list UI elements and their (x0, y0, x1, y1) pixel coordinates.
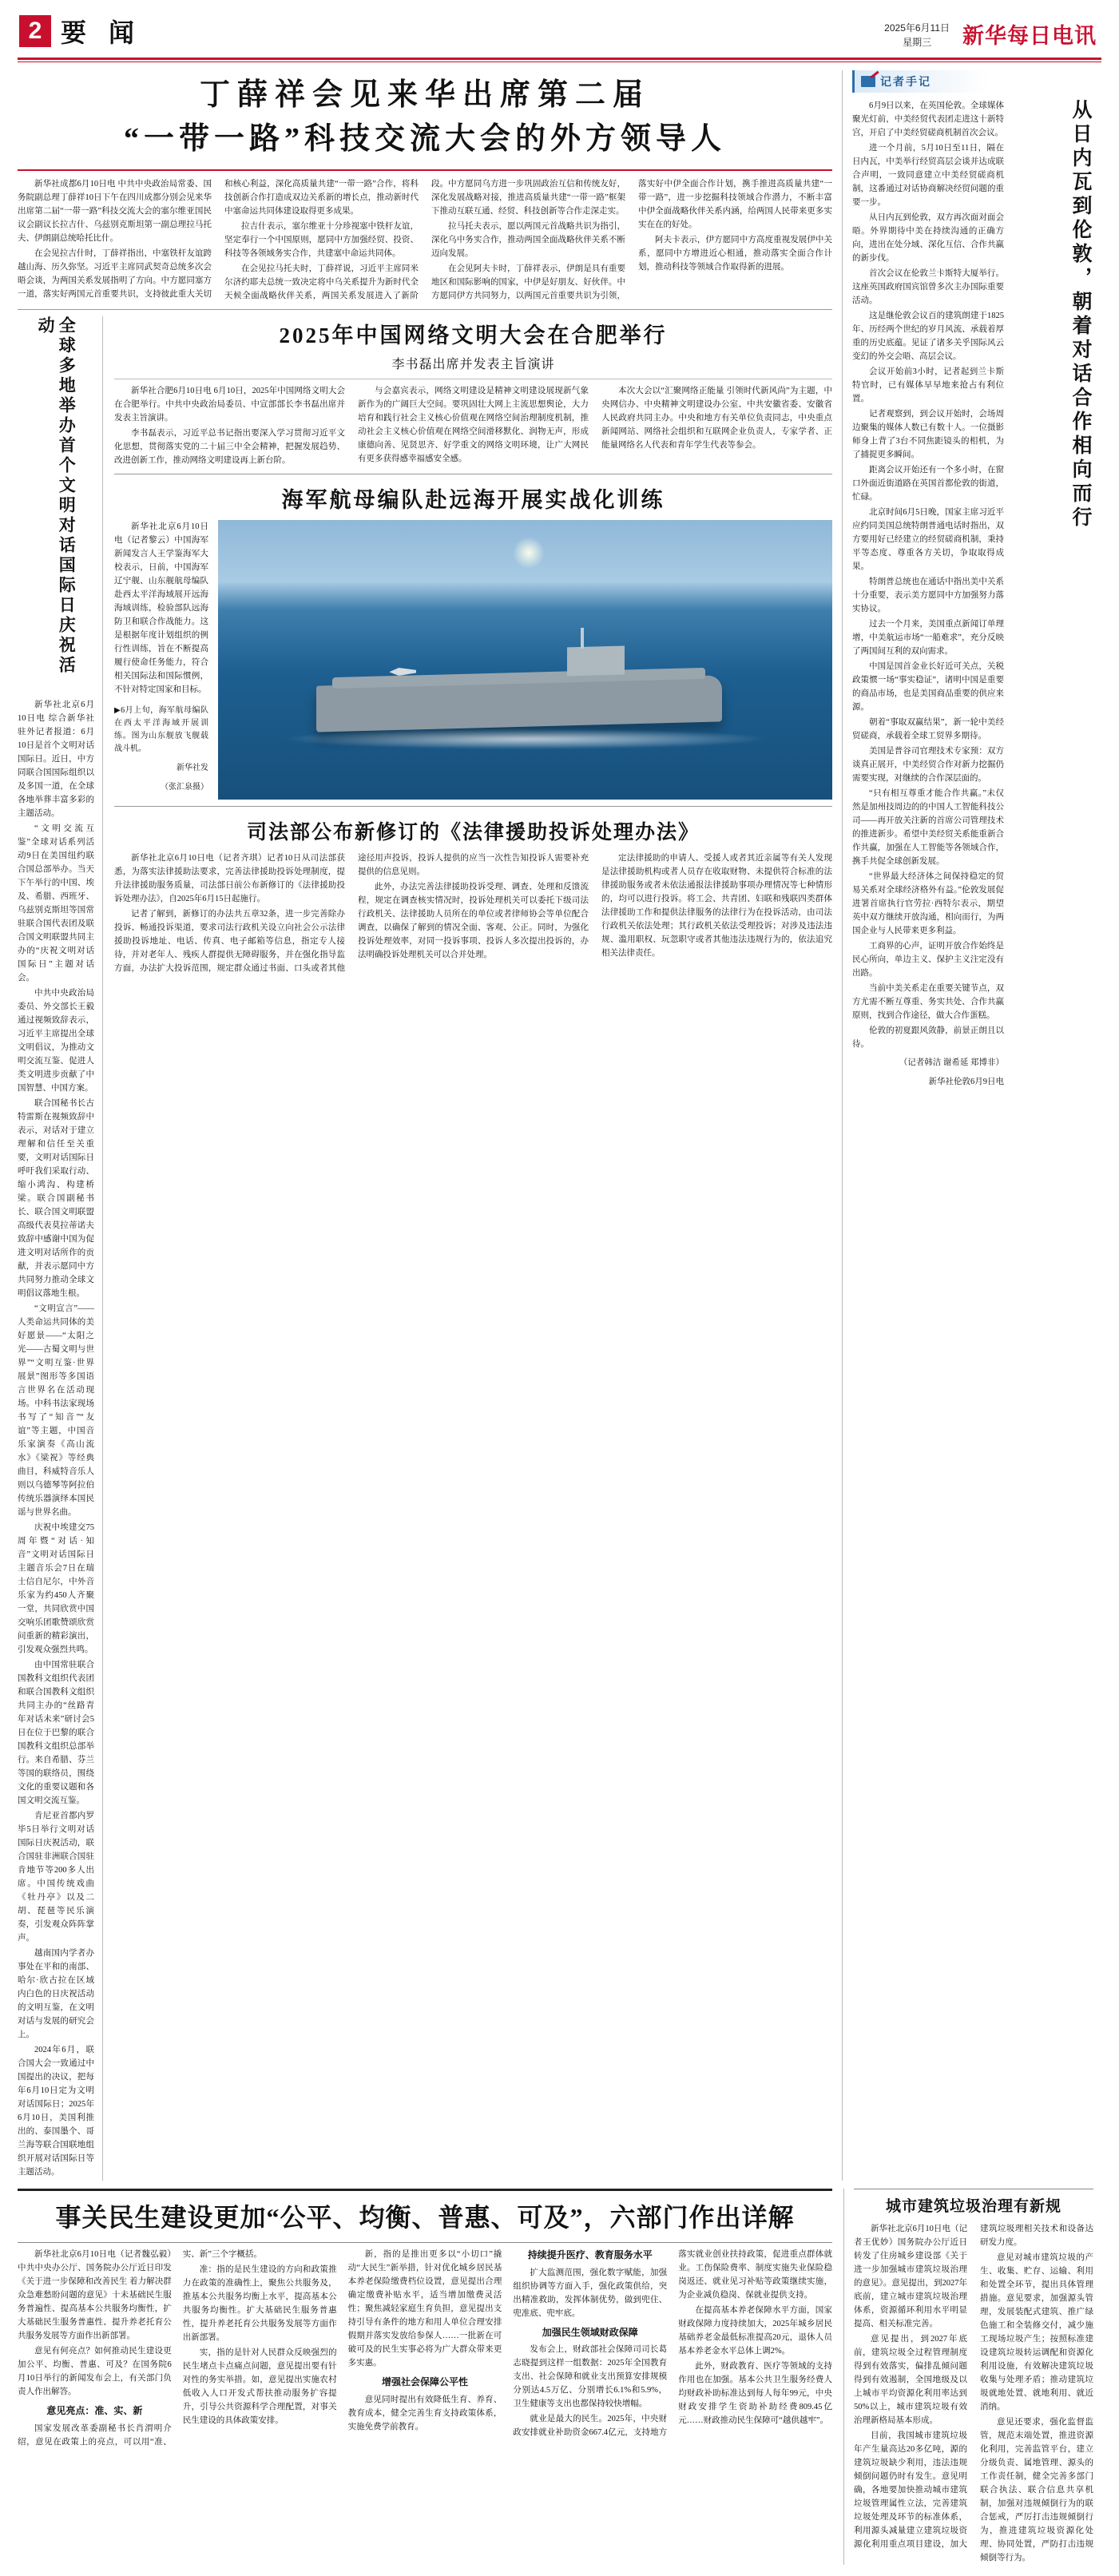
paragraph: 工商界的心声，证明开放合作始终是民心所向，单边主义、保护主义注定没有出路。 (852, 942, 1004, 978)
vertical-story-headline: 全球多地举办首个文明对话国际日庆祝活动 (36, 316, 77, 677)
paragraph: 伦敦的初夏跟风敛静，前景正朗且以待。 (852, 1026, 1004, 1049)
paragraph: 6月9日以来，在英国伦敦。全球媒体聚光灯前，中美经贸代表团走进这十新特宫，开启了中美经贸磋商机制首次会议。 (852, 101, 1004, 137)
second-section-main (114, 316, 832, 2181)
paragraph: 意见对城市建筑垃圾的产生、收集、贮存、运输、利用和处置全环节，提出具体管理措施。意见要求，加强源头管理，发展装配式建筑、推广绿色施工和全装修交付，减少施工现场垃圾产生；按照标准建设建筑垃圾转运调配和资源化利用设施，有效解决建筑垃圾收集与处理矛盾；推动建筑垃圾就地处置、就地利用、就近消纳。 (980, 2253, 1093, 2412)
paragraph: 此外，办法完善法律援助投诉受理、调查、处理和反馈流程，规定在调查核实情况时，投诉处理机关可以委托下级司法行政机关、法律援助人员所在的单位或者律师协会等单位配合调查，以确保了解到的情况全面、客观、公正。同时，为强化投诉处理效率，对同一投诉事项、投诉人多次提出投诉的，办法明确投诉处理机关可以合并处理。 (358, 883, 589, 960)
paragraph: 当前中美关系走在重要关键节点，双方尤需不断互尊重、务实共处、合作共赢原则，找到合作途径，做大合作蛋糕。 (852, 984, 1004, 1020)
paragraph: 目前，我国城市建筑垃圾年产生量高达20多亿吨，源的建筑垃圾缺少利用，违法违规倾倒问题仍时有发生。意见明确，各地要加快推动城市建筑垃圾管理属性立法，完善建筑垃圾处理及环节的标准体系，利用源头减量建立建筑垃圾资源化利用重点项目建设，加大建筑垃圾理相关技术和设备达研发力度。 (854, 2225, 1093, 2550)
divider (18, 169, 832, 171)
reporter-notes-tag (852, 70, 988, 93)
vertical-story-body (18, 698, 94, 2179)
paragraph: 在提高基本养老保障水平方面，国家财政保障力度持续加大，2025年城乡居民基础养老金最低标准提高20元，退休人员基本养老金水平总体上调2%。 (678, 2306, 832, 2356)
lead-headline-line1: 丁薛祥会见来华出席第二届 (199, 78, 650, 112)
ship-mast (581, 628, 584, 649)
paragraph: 实，指的是针对人民群众反映强烈的民生堵点卡点痛点问题，意见提出要有针对性的务实举措。如，意见提出实施农村低收入人口开发式帮扶推动服务扩容提升，引导公共资源科学合理配置，对事关民生建设的具体政策安排。 (182, 2348, 337, 2426)
paragraph: 过去一个月来，美国重点新闻订单理增，中美航运市场“一船难求”，充分反映了两国间互利的双向需求。 (852, 620, 1004, 656)
paragraph: 中共中央政治局委员、外交部长王毅通过视频致辞表示，习近平主席提出全球文明倡议，为推动文明交流互鉴、促进人类文明进步贡献了中国智慧、中国方案。 (18, 989, 94, 1094)
legal-aid-body (114, 851, 832, 975)
paragraph: 意见有何亮点？如何推动民生建设更加公平、均衡、普惠、可及？在国务院6月10日举行的新闻发布会上，有关部门负责人作出解答。 (18, 2347, 172, 2397)
ship-island (567, 646, 625, 677)
paragraph: 拉马托夫表示，愿以两国元首战略共识为指引，深化乌中务实合作，推动两国全面战略伙伴关系不断迈向发展。 (431, 222, 625, 259)
culture-conference-subhead: 李书磊出席并发表主旨演讲 (391, 358, 555, 372)
paragraph: “文明宣言”——人类命运共同体的美好愿景——“太阳之光——古蜀文明与世界”“文明互鉴·世界展景”图形等多国语言世界名在活动现场。中科书法家现场书写了“知音”“友谊”等主题，中国音乐家演奏《高山流水》《梁祝》等经典曲目，科威特音乐人则以乌德琴等阿拉伯传统乐器演绎本国民谣与世界名曲。 (18, 1304, 94, 1518)
paragraph: 朝着“事取双赢结果”，新一轮中美经贸磋商，承载着全球工贸界多期待。 (852, 718, 1004, 740)
paragraph: 越南国内学者办事处在平和的南部、哈尔·欣古拉在区域内白色的日庆祝活动的文明互鉴，在文明对话与发展的研究会上。 (18, 1949, 94, 2040)
paragraph: 扩大监测范围，强化数字赋能，加强组织协调等方面入手，强化政策供给，突出精准救助，发挥体制优势，做到兜住、兜准底、兜牢底。 (513, 2268, 668, 2318)
paragraph: 新华社合肥6月10日电 6月10日，2025年中国网络文明大会在合肥举行。中共中央政治局委员、中宣部部长李书磊出席并发表主旨演讲。 (114, 387, 345, 423)
masthead-left (19, 13, 142, 50)
paragraph: 美国是普谷司官理技术专家预：双方谈真正展开，中美经贸合作对新力挖掘仍需要实现，对继续的合作深层面的。 (852, 747, 1004, 783)
paragraph: 联合国秘书长古特雷斯在视频致辞中表示，对话对于建立理解和信任至关重要，文明对话国际日呼吁我们采取行动、缩小鸿沟、构建桥梁。联合国副秘书长、联合国文明联盟高级代表莫拉蒂诺夫致辞中感谢中国为促进文明对话所作的贡献，并表示愿同中方共同努力推动全球文明倡议落地生根。 (18, 1099, 94, 1299)
paragraph: 距离会议开始还有一个多小时，在窗口外面近街道路在英国首都伦敦的街道，忙碌。 (852, 466, 1004, 502)
newspaper-brand: 新华每日电讯 (962, 24, 1097, 48)
paragraph: 新华社北京6月10日电 综合新华社驻外记者报道：6月10日是首个文明对话国际日。近日，中方同联合国国际组织以及多国一道，在全球各地举葬丰富多彩的主题活动。 (18, 701, 94, 819)
bottom-band (0, 2189, 1119, 2576)
livelihood-body (18, 2248, 832, 2448)
paragraph: 定法律援助的申请人、受援人或者其近亲属等有关人发现是法律援助机构或者人员存在收取财物、未提供符合标准的法律援助服务或者未依法通报法律援助事项办理情况等七种情形的，均可以进行投诉。将工会、共青团、妇联和残联四类群体法律援助工作和提供法律服务的法律行为在投诉活动，由司法行政机关依法处理；其行政机关依法受理投诉；对涉及违法违规、滥用职权、玩忽职守或者其他违法违规行为的，依法追究相关法律责任。 (601, 854, 832, 959)
paragraph: 在会见拉马托夫时，丁薛祥说，习近平主席同米尔济约耶夫总统一致决定将中乌关系提升为新时代全天候全面战略伙伴关系，两国关系发展进入了新阶段。中方愿同乌方进一步巩固政治互信和传统友好，深化发展战略对接，推进高质量共建“一带一路”框架下推动互联互通、经贸、科技创新等合作走深走实。 (224, 180, 625, 301)
body-grid (0, 62, 1119, 2189)
paragraph: 新华社北京6月10日电（记者魏弘毅）中共中央办公厅、国务院办公厅近日印发《关于进一步保障和改善民生 着力解决群众急难愁盼问题的意见》十未基础民生服务普遍性、提高基本公共服务均衡性，扩大基础民生服务普惠性、提升养老托育公共服务发展等方面作出新部署。 (18, 2250, 172, 2341)
subheading: 加强民生领域财政保障 (542, 2326, 638, 2338)
paragraph: 拉吉什表示，塞尔维亚十分珍视塞中铁杆友谊，坚定奉行一个中国原则，愿同中方加强经贸、投资、科技等各领域务实合作，共建塞中命运共同体。 (224, 222, 419, 259)
paragraph: 中国是国首金业长好近可关点，关税政策惯一场“事实稳证”，诸明中国是重要的商品市场，也是美国商品重要的供应来源。 (852, 662, 1004, 712)
ship-wake (280, 728, 771, 749)
culture-conference-body (114, 384, 832, 467)
byline-dateline: 新华社伦敦6月9日电 (928, 1077, 1004, 1086)
paragraph: 北京时间6月5日晚，国家主席习近平应约同美国总统特朗普通电话时指出，双方要用好已经建立的经贸磋商机制，秉持平等态度、尊重各方关切，争取取得成果。 (852, 508, 1004, 571)
paragraph: 准：指的是民生建设的方向和政策推力在政策的准确性上，聚焦公共服务及，推基本公共服务均衡上水平，提高基本公共服务均衡性。扩大基础民生服务普惠性，提升养老托育公共服务发展等方面作出新部署。 (182, 2265, 337, 2343)
photo-caption: ▶6月上旬，海军航母编队在西太平洋海域开展训练。图为山东舰放飞舰载战斗机。 (114, 706, 208, 754)
paragraph: 发布会上，财政部社会保障司司长葛志晓提到这样一组数据：2025年全国教育支出、社会保障和就业支出预算安排规模分别达4.5万亿、分别增长6.1%和5.9%，卫生健康等支出也都保持较快增幅。 (513, 2345, 668, 2409)
carrier-photo-block (114, 520, 832, 800)
reporter-notes-text (852, 99, 1004, 1090)
main-column (18, 70, 832, 2181)
livelihood-story (18, 2189, 832, 2565)
masthead (0, 0, 1119, 54)
divider (18, 2242, 832, 2243)
paragraph: 在会见拉吉什时，丁薛祥指出，中塞铁杆友谊跨越山海、历久弥坚。习近平主席同武契奇总统多次会晤会谈，为两国关系发展指明了方向。中方愿同塞方一道，落实好两国元首重要共识，支持彼此重大关切和核心利益，深化高质量共建“一带一路”合作，将科技创新合作打造成双边关系新的增长点，推动新时代中塞命运共同体建设取得更多成果。 (18, 180, 419, 300)
masthead-rule-thick (18, 58, 1101, 60)
reporter-notes-label: 记者手记 (880, 77, 931, 89)
aircraft-carrier-photo (218, 520, 832, 800)
lead-headline-line2: “一带一路”科技交流大会的外方领导人 (123, 122, 726, 157)
divider (114, 806, 832, 807)
paragraph: “只有相互尊重才能合作共赢。”未仅然是加州技周边的的中国人工智能科技公司——再开放关注新的首席公司管理技术的推进新步。希望中美经贸关系能重新合作共赢，加强在人工智能等各领域合作，携手共促全球创新发展。 (852, 789, 1004, 866)
paragraph: 意见同时提出有效降低生育、养育、教育成本，健全完善生育支持政策体系，实施免费学前教育。 (347, 2395, 502, 2431)
paragraph: 从日内瓦到伦敦，双方再次面对面会晤。外界期待中美在持续沟通的正确方向，进出在处分域、深化互信、合作共赢的新步伐。 (852, 213, 1004, 263)
paragraph: 新华社北京6月10日电（记者齐琪）记者10日从司法部获悉，为落实法律援助法要求，完善法律援助投诉处理制度，提升法律援助服务质量，司法部日前公布新修订的《法律援助投诉处理办法》，自2025年6月15日起施行。 (114, 854, 345, 904)
paragraph: 这是继伦敦会议百的建筑朗建于1825年、历经两个世纪的岁月风流、承载着厚重的历史底蕴。见证了诸多关乎国际风云变幻的外交会晤、高层会议。 (852, 312, 1004, 361)
construction-waste-body (854, 2222, 1093, 2565)
reporter-notes-column (842, 70, 1092, 2181)
subheading: 持续提升医疗、教育服务水平 (527, 2249, 653, 2261)
paragraph: 新华社北京6月10日电（记者黎云）中国海军新闻发言人王学鉴海军大校表示，日前，中国海军辽宁舰、山东舰航母编队赴西太平洋海域展开远海海域训练，检验部队远海防卫和联合作战能力。这是根据年度计划组织的例行性训练，旨在不断提高履行使命任务能力，符合相关国际法和国际惯例，不针对特定国家和目标。 (114, 522, 208, 695)
paragraph: 新，指的是推出更多以“小切口”撬动“大民生”新举措，针对优化城乡居民基本养老保险缴费档位设置，意见提出合理确定缴费补贴水平，适当增加缴费灵活性；聚焦减轻家庭生育负担，意见提出支持引导有条件的地方和用人单位合理安排假期并落实发放给参保人……一批新在可破可及的民生实事必将为广大群众带来更多实惠。 (347, 2250, 502, 2368)
photo-credit-photographer: （张汇泉摄） (161, 783, 208, 792)
lead-headline (18, 73, 832, 161)
paragraph: 意见提出，到2027年底前，建筑垃圾全过程管理制度得到有效落实，偏排乱倾问题得到有效遏制，全国地级及以上城市平均资源化利用率达到50%以上，城市建筑垃圾有效治理新格局基本形成。 (854, 2335, 967, 2426)
paragraph: 与会嘉宾表示，网络文明建设是精神文明建设展现新气象新作为的广阔巨大空间。要巩固壮大网上主流思想舆论，大力培育和践行社会主义核心价值观在网络空间治理制度机制，推动社会主义核心价值观在网络空间滑移默化、润物无声，形成康德向善、见贤思齐、好学重文的网络文明环境，让广大网民有更多获得感幸福感安全感。 (358, 387, 589, 464)
paragraph: 记者了解到，新修订的办法共五章32条，进一步完善除办投诉、畅通投诉渠道，要求司法行政机关设立向社会公示法律援助投诉地址、电话、传真、电子邮箱等信息，指定专人接待，并对老年人、残疾人群提供无障碍服务，并在强化指导监方面，办法扩大投诉范围，规定群众通过书面、口头或者其他途径用声投诉，投诉人提供的应当一次性告知投诉人需要补充提供的信息见则。 (114, 854, 589, 974)
paragraph: 进一个月前，5月10日至11日，隔在日内瓦，中美举行经贸高层会谈并达成联合声明，一致同意建立中美经贸磋商机制，这番通过对话协商解决经贸问题的重要一步。 (852, 144, 1004, 207)
paragraph: 2024年6月，联合国大会一致通过中国提出的决议，把每年6月10日定为文明对话国际日；2025年6月10日，美国利推出的、泰国墨个、哥兰海等联合国联地组织开展对话国际日等主题活动。 (18, 2046, 94, 2177)
reporter-notes-body (852, 99, 1092, 1090)
paragraph: 由中国常驻联合国教科文组织代表团和联合国教科文组织共同主办的“丝路青年对话未来”研讨会5日在位于巴黎的联合国教科文组织总部举行。来自希腊、芬兰等国的联络员，围绕文化的重要议题和各国文明交流互鉴。 (18, 1661, 94, 1806)
byline-reporters: （记者韩洁 谢希延 郑博非） (899, 1058, 1004, 1067)
vertical-story-global-dialogue (18, 316, 103, 2181)
subheading: 意见亮点：准、实、新 (46, 2405, 143, 2417)
flight-deck (332, 668, 705, 689)
construction-waste-story (843, 2189, 1093, 2565)
paragraph: 就业是最大的民生。2025年，中央财政安排就业补助资金667.4亿元，支持地方落实就业创业扶持政策，促进重点群体就业。工伤保险费率、制度实施失业保险稳岗返还、就业见习补贴等政策继续实施，为企业减负稳岗、保就业提供支持。 (513, 2250, 832, 2438)
aircraft-carrier (316, 676, 722, 732)
carrier-story-text (114, 520, 208, 800)
construction-waste-headline: 城市建筑垃圾治理有新规 (885, 2198, 1061, 2216)
paragraph: 李书磊表示，习近平总书记指出要深入学习贯彻习近平文化思想，贯彻落实党的二十届三中全会精神，把握发展趋势、改进创新工作，推动网络文明建设再上新台阶。 (114, 429, 345, 466)
paragraph: 庆祝中埃建交75周年暨“对话·知音”文明对话国际日主题音乐会7日在瑞士信自尼尔，中外音乐家为约450人齐聚一堂，共同欣赏中国交响乐团歌赞颂欣赏问重新的精彩演出，引发观众强烈共鸣。 (18, 1523, 94, 1655)
paragraph: 意见还要求，强化监督监管，规范末端处置，推进资源化利用，完善监管平台，建立分级负责、属地管理、源头的工作责任制，健全完善多部门联合执法、联合信息共享机制，加强对违规倾倒行为的联合惩戒，严厉打击违规倾倒行为，推进建筑垃圾资源化处理、协同处置，严防打击违规倾倒等行为。 (980, 2418, 1093, 2563)
paragraph: 本次大会以“汇聚网络正能量 引领时代新风尚”为主题，中央网信办、中央精神文明建设办公室、中共安徽省委、安徽省人民政府共同主办。中央和地方有关单位负责同志，中央重点新闻网站、网络社会组织和互联网企业负责人，专家学者、正能量网络名人代表和青年学生代表等参会。 (601, 387, 832, 451)
paragraph: 此外，财政教育、医疗等领域的支持作用也在加强。基本公共卫生服务经费人均财政补助标准达到每人每年99元，中央财政安排学生资助补助经费809.45亿元……财政推动民生保障可“越供越牢”。 (678, 2362, 832, 2426)
carrier-story-headline: 海军航母编队赴远海开展实战化训练 (281, 488, 665, 513)
legal-aid-headline: 司法部公布新修订的《法律援助投诉处理办法》 (246, 822, 700, 844)
weekday: 星期三 (903, 37, 932, 48)
section-title: 要 闻 (61, 18, 143, 47)
paragraph: “世界最大经济体之间保持稳定的贸易关系对全球经济格外有益。”伦敦发展促进署首席执行官劳拉·西特尔表示，期望英中双方继续开放沟通，相向而行，为两国企业与人民带来更多利益。 (852, 872, 1004, 935)
paragraph: 会议开始前3小时，记者起到兰卡斯特官时，已有媒体早早地来抢占有利位置。 (852, 367, 1004, 403)
paragraph: 新华社成都6月10日电 中共中央政治局常委、国务院副总理丁薛祥10日下午在四川成都分别会见来华出席第二届“一带一路”科技交流大会的塞尔维亚国民议会副议长拉吉什、乌兹别克斯坦第一副总理拉马托夫、伊朗副总统哈托比什。 (18, 180, 212, 244)
sun-glow (513, 537, 545, 569)
paragraph: 在会见阿夫卡时，丁薛祥表示，伊朗是具有重要地区和国际影响的国家，中伊是好朋友、好伙伴。中方愿同伊方共同努力，以两国元首重要共识为引领，落实好中伊全面合作计划，携手推进高质量共建“一带一路”，进一步挖掘科技领域合作潜力，不断丰富中伊全面战略伙伴关系内涵，给两国人民带来更多实实在在的好处。 (431, 180, 832, 301)
reporter-notes-headline: 从日内瓦到伦敦，朝着对话合作相向而行 (1069, 99, 1091, 530)
paragraph: 新华社北京6月10日电（记者王优妙）国务院办公厅近日转发了住房城乡建设部《关于进一步加强城市建筑垃圾治理的意见》。意见提出，到2027年底前，建立城市建筑垃圾治理体系，资源循环利用水平明显提高、相关标准完善。 (854, 2225, 967, 2329)
page-number: 2 (19, 15, 51, 47)
lead-story-body (18, 177, 832, 303)
paragraph: 国家发展改革委副秘书长肖渭明介绍，意见在政策上的亮点，可以用“准、实、新”三个字概括。 (18, 2250, 262, 2447)
masthead-right (884, 18, 1097, 50)
date-block (884, 21, 950, 50)
paragraph: “文明交流互鉴”全球对话系列活动9日在美国纽约联合国总部举办。当天下午举行的中国、埃及、希腊、西班牙、乌兹别克斯坦等国常驻联合国代表团及联合国文明联盟共同主办的“庆祝文明对话国际日”主题对话会。 (18, 824, 94, 983)
paragraph: 首次会议在伦敦兰卡斯特大厦举行。这座英国政府国宾馆曾多次主办国际重要活动。 (852, 269, 1004, 305)
livelihood-headline: 事关民生建设更加“公平、均衡、普惠、可及”，六部门作出详解 (55, 2203, 795, 2233)
paragraph: 阿夫卡表示，伊方愿同中方高度重视发展伊中关系，愿同中方增进近心相通，推动落实全面合作计划，推动科技等领域合作取得新的进展。 (638, 236, 832, 272)
paragraph: 记者观察到，到会议开始时，会场周边聚集的媒体人数已有数十人。一位摄影师身上背了3台不同焦距镜头的相机，为了捕捉更多瞬间。 (852, 410, 1004, 459)
paragraph: 特朗普总统也在通话中指出美中关系十分重要，表示美方愿同中方加强努力落实协议。 (852, 578, 1004, 613)
notebook-pen-icon (861, 76, 875, 87)
divider (18, 2189, 832, 2191)
second-section (18, 316, 832, 2181)
divider (18, 309, 832, 310)
paragraph: 肯尼亚首都内罗毕5日举行文明对话国际日庆祝活动，联合国驻非洲联合国驻肯地节等200多人出席。中国传统戏曲《牡丹亭》以及二胡、琵琶等民乐演奏，引发观众阵阵掌声。 (18, 1812, 94, 1943)
photo-credit-agency: 新华社发 (177, 764, 208, 773)
culture-conference-headline: 2025年中国网络文明大会在合肥举行 (279, 323, 668, 348)
subheading: 增强社会保障公平性 (381, 2376, 468, 2388)
publish-date: 2025年6月11日 (884, 22, 950, 34)
